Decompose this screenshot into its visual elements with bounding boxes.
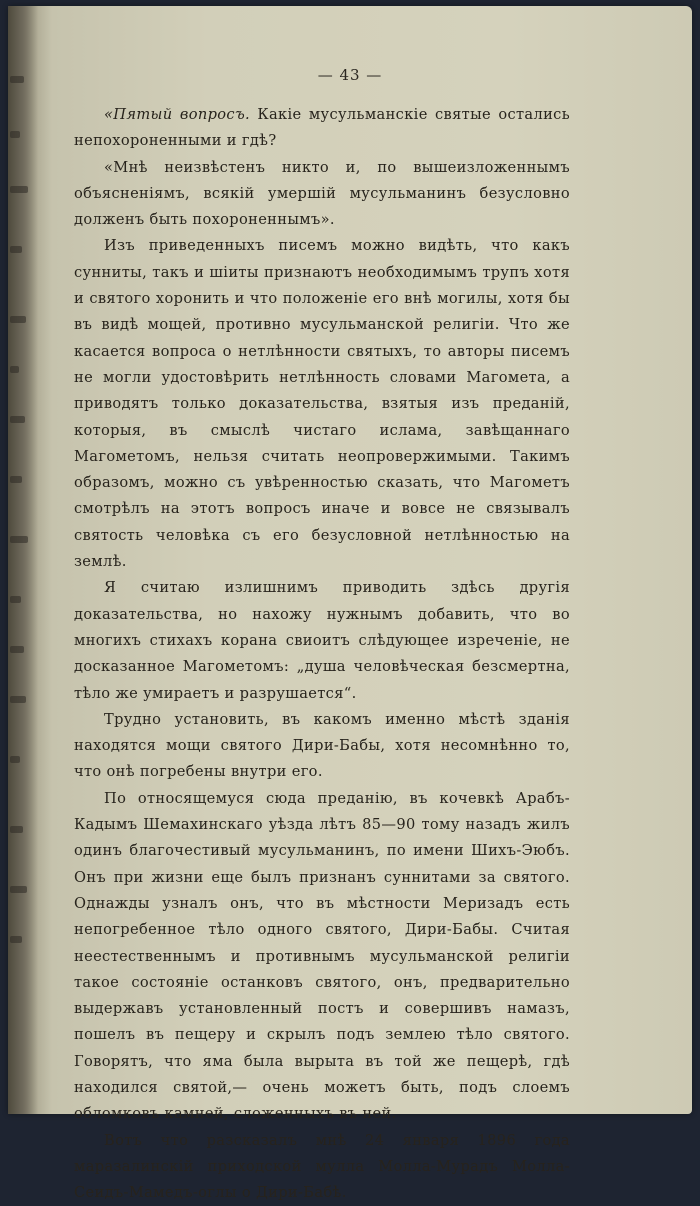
paragraph-text: Трудно установить, въ какомъ именно мѣстѣ зданія находятся мощи святого Дири-Бабы, хотя несомнѣнно то, что онѣ погребены внутри его.: [74, 710, 570, 781]
margin-mark: [10, 536, 28, 543]
paragraph-text: Изъ приведенныхъ писемъ можно видѣть, что какъ сунниты, такъ и шіиты признаютъ необходимымъ трупъ хотя и святого хоронить и что положеніе его внѣ могилы, хотя бы въ видѣ мощей, противно мусульманской религіи. Что же касается вопроса о нетлѣнности святыхъ, то авторы писемъ не могли удостовѣрить нетлѣнность словами Магомета, а приводятъ только доказательства, взятыя изъ преданій, которыя, въ смыслѣ чистаго ислама, завѣщаннаго Магометомъ, нельзя считать неопровержимыми. Такимъ образомъ, можно съ увѣренностью сказать, что Магометъ смотрѣлъ на этотъ вопросъ иначе и вовсе не связывалъ святость человѣка съ его безусловной нетлѣнностью на землѣ.: [74, 237, 570, 571]
margin-mark: [10, 246, 22, 253]
paragraph-text: Какіе мусульманскіе святые остались непохороненными и гдѣ?: [74, 106, 570, 150]
margin-mark: [10, 756, 20, 763]
book-page: [8, 6, 692, 1202]
margin-mark: [10, 316, 26, 323]
margin-mark: [10, 366, 19, 373]
paragraph-text: По относящемуся сюда преданію, въ кочевкѣ Арабъ-Кадымъ Шемахинскаго уѣзда лѣтъ 85—90 тому назадъ жилъ одинъ благочестивый мусульманинъ, по имени Шихъ-Эюбъ. Онъ при жизни еще былъ признанъ суннитами за святого. Однажды узналъ онъ, что въ мѣстности Меризадъ есть непогребенное тѣло одного святого, Дири-Бабы. Считая неестественнымъ и противнымъ мусульманской религіи такое состояніе останковъ святого, онъ, предварительно выдержавъ установленный постъ и совершивъ намазъ, пошелъ въ пещеру и скрылъ подъ землею тѣло святого. Говорятъ, что яма была вырыта въ той же пещерѣ, гдѣ находился святой,— очень можетъ быть, подъ слоемъ обломковъ камней, сложенныхъ въ ней.: [74, 789, 570, 1123]
paragraph-text: Вотъ что разсказалъ мнѣ 24 января 1896 года маразалинскій приходской мулла Молла-Мурадъ Молла-Сеидъ-Мамедъ-оглы о Дири-Бабѣ.: [74, 1131, 570, 1202]
paragraph: [74, 575, 570, 706]
bleed-through-marginalia: [8, 36, 42, 996]
margin-mark: [10, 131, 20, 138]
paragraph-text: «Мнѣ неизвѣстенъ никто и, по вышеизложеннымъ объясненіямъ, всякій умершій мусульманинъ безусловно долженъ быть похороненнымъ».: [74, 158, 570, 229]
body-text: [74, 102, 570, 1206]
paragraph: [74, 233, 570, 575]
margin-mark: [10, 596, 21, 603]
paragraph: [74, 102, 570, 155]
margin-mark: [10, 186, 28, 193]
margin-mark: [10, 476, 22, 483]
margin-mark: [10, 416, 25, 423]
paragraph: [74, 707, 570, 786]
margin-mark: [10, 886, 27, 893]
paragraph: [74, 155, 570, 234]
margin-mark: [10, 696, 26, 703]
paragraph-text: Я считаю излишнимъ приводить здѣсь другія доказательства, но нахожу нужнымъ добавить, что во многихъ стихахъ корана свиоитъ слѣдующее изреченіе, не досказанное Магометомъ: „душа человѣческая безсмертна, тѣло же умираетъ и разрушается“.: [74, 579, 570, 702]
paragraph: [74, 786, 570, 1128]
paragraph: [74, 1128, 570, 1206]
page-number: — 43 —: [317, 66, 383, 84]
margin-mark: [10, 826, 23, 833]
margin-mark: [10, 646, 24, 653]
question-heading: «Пятый вопросъ.: [104, 106, 251, 123]
margin-mark: [10, 936, 22, 943]
